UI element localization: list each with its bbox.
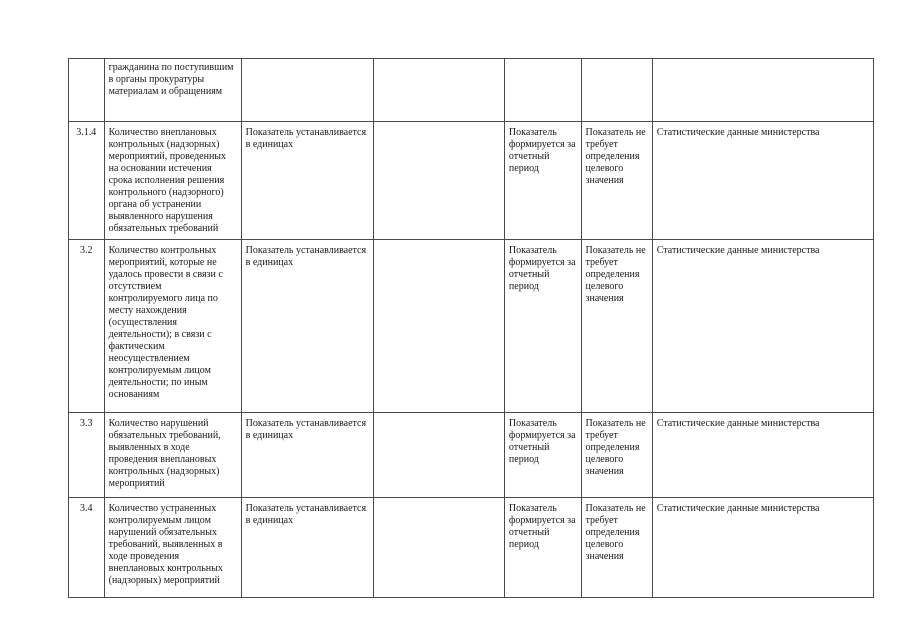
table-row <box>69 59 874 122</box>
source-cell: Статистические данные министерства <box>652 240 873 413</box>
row-number-cell: 3.4 <box>69 498 105 598</box>
indicators-table <box>68 58 874 598</box>
indicator-name-cell: Количество контрольных мероприятий, которые не удалось провести в связи с отсутствием контролируемого лица по месту нахождения (осуществления деятельности); в связи с фактическим неосуществлением контролируемым лицом деятельности; по иным основаниям <box>104 240 241 413</box>
target-cell: Показатель не требует определения целевого значения <box>581 240 652 413</box>
formation-cell: Показатель формируется за отчетный период <box>504 498 581 598</box>
source-cell: Статистические данные министерства <box>652 122 873 240</box>
indicator-name-cell: Количество устраненных контролируемым лицом нарушений обязательных требований, выявленных в ходе проведения внеплановых контрольных (надзорных) мероприятий <box>104 498 241 598</box>
unit-cell: Показатель устанавливается в единицах <box>241 122 374 240</box>
target-cell: Показатель не требует определения целевого значения <box>581 122 652 240</box>
table-row <box>69 498 874 598</box>
indicator-name-cell: гражданина по поступившим в органы прокуратуры материалам и обращениям <box>104 59 241 122</box>
target-cell <box>581 59 652 122</box>
formation-cell: Показатель формируется за отчетный период <box>504 240 581 413</box>
value-cell <box>374 240 505 413</box>
unit-cell <box>241 59 374 122</box>
table-row <box>69 122 874 240</box>
indicator-name-cell: Количество нарушений обязательных требований, выявленных в ходе проведения внеплановых контрольных (надзорных) мероприятий <box>104 413 241 498</box>
value-cell <box>374 59 505 122</box>
value-cell <box>374 122 505 240</box>
source-cell <box>652 59 873 122</box>
formation-cell: Показатель формируется за отчетный период <box>504 122 581 240</box>
row-number-cell: 3.2 <box>69 240 105 413</box>
value-cell <box>374 498 505 598</box>
unit-cell: Показатель устанавливается в единицах <box>241 413 374 498</box>
unit-cell: Показатель устанавливается в единицах <box>241 240 374 413</box>
formation-cell <box>504 59 581 122</box>
row-number-cell: 3.1.4 <box>69 122 105 240</box>
source-cell: Статистические данные министерства <box>652 498 873 598</box>
formation-cell: Показатель формируется за отчетный период <box>504 413 581 498</box>
indicator-name-cell: Количество внеплановых контрольных (надзорных) мероприятий, проведенных на основании истечения срока исполнения решения контрольного (надзорного) органа об устранении выявленного нарушения обязательных требований <box>104 122 241 240</box>
value-cell <box>374 413 505 498</box>
unit-cell: Показатель устанавливается в единицах <box>241 498 374 598</box>
row-number-cell <box>69 59 105 122</box>
target-cell: Показатель не требует определения целевого значения <box>581 498 652 598</box>
target-cell: Показатель не требует определения целевого значения <box>581 413 652 498</box>
table-row <box>69 240 874 413</box>
table-row <box>69 413 874 498</box>
row-number-cell: 3.3 <box>69 413 105 498</box>
source-cell: Статистические данные министерства <box>652 413 873 498</box>
